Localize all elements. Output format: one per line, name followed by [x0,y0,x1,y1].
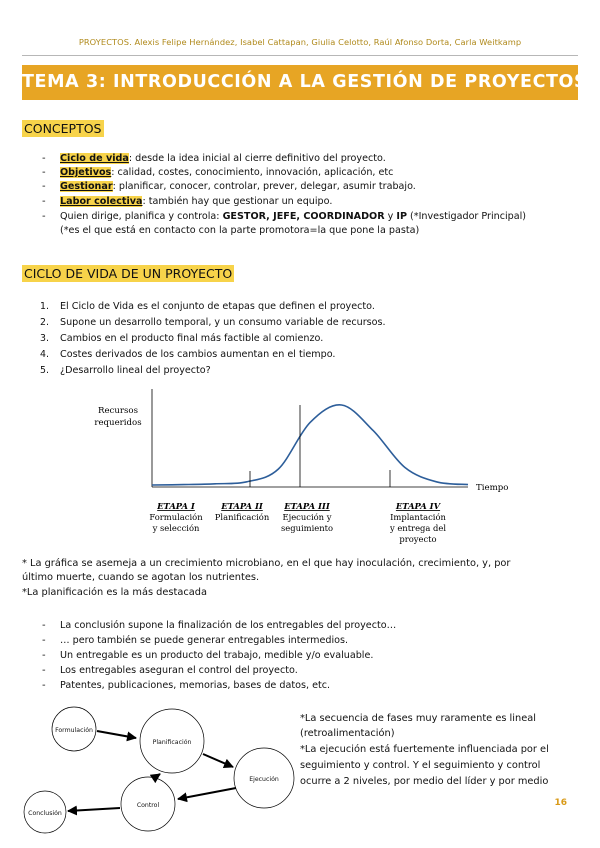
stage-desc: Implantación [390,512,446,522]
page-number: 16 [554,798,567,808]
item-text: ¿Desarrollo lineal del proyecto? [60,365,211,376]
term-gestionar: Gestionar [60,181,113,192]
side-note-line: *La secuencia de fases muy raramente es lineal [300,713,536,724]
node-label: Conclusión [28,810,62,817]
bullet-dash: - [42,167,46,178]
item-number: 4. [40,349,49,360]
life-cycle-chart [0,385,600,550]
item-text: Cambios en el producto final más factible al comienzo. [60,333,324,344]
bullet-dash: - [42,620,46,631]
edge-planificacion-ejecucion [203,754,233,767]
stage-desc: proyecto [399,534,437,544]
bullet-dash: - [42,665,46,676]
node-label: Ejecución [249,776,279,783]
stage-desc: Formulación [149,512,203,522]
definition-text: : planificar, conocer, controlar, prever, delegar, asumir trabajo. [112,181,416,192]
y-axis-label-line2: requeridos [94,418,142,428]
stage-desc: seguimiento [280,523,334,533]
header-divider [22,55,578,56]
section-conceptos [22,118,104,137]
side-note-line: (retroalimentación) [300,728,395,739]
edge-ejecucion-control [178,788,236,799]
phases-diagram [0,700,300,848]
x-axis-label: Tiempo [476,483,509,493]
bullet-dash: - [42,211,46,222]
page-header: PROYECTOS. Alexis Felipe Hernández, Isabel Cattapan, Giulia Celotto, Raúl Afonso Dorta, Carla Weitkamp [78,37,522,47]
section-ciclo [22,263,234,282]
note-1-line1: * La gráfica se asemeja a un crecimiento microbiano, en el que hay inoculación, crecimiento, y, por [22,558,511,569]
item-text: El Ciclo de Vida es el conjunto de etapas que definen el proyecto. [60,301,375,312]
stage-name: ETAPA II [221,501,263,511]
side-note-line: *La ejecución está fuertemente influenciada por el [300,744,549,755]
item-continuation: (*es el que está en contacto con la parte promotora=la que pone la pasta) [60,225,420,236]
section-heading-conceptos: CONCEPTOS [24,121,102,136]
bullet-dash: - [42,650,46,661]
bullet-dash: - [42,153,46,164]
term-labor-colectiva: Labor colectiva [60,196,143,207]
side-note-line: seguimiento y control. Y el seguimiento y control [300,760,541,771]
note-1-line2: último muerte, cuando se agotan los nutrientes. [22,572,260,583]
stage-name: ETAPA III [284,501,330,511]
edge-control-planificacion [154,774,160,778]
y-axis-label-line1: Recursos [97,406,139,416]
item-number: 2. [40,317,49,328]
item-text: Quien dirige, planifica y controla: [60,211,223,222]
bullet-dash: - [42,635,46,646]
bullet-dash: - [42,181,46,192]
term-ciclo-de-vida: Ciclo de vida [60,153,129,164]
stage-desc: Ejecución y [282,512,332,522]
roles-bold: GESTOR, JEFE, COORDINADOR [222,211,385,222]
bullet-dash: - [42,196,46,207]
item-text: Los entregables aseguran el control del proyecto. [60,665,298,676]
resource-curve [152,405,468,485]
item-text: Un entregable es un producto del trabajo, medible y/o evaluable. [60,650,374,661]
item-number: 5. [40,365,49,376]
stage-desc: y selección [152,523,200,533]
item-text: Costes derivados de los cambios aumentan en el tiempo. [60,349,336,360]
term-objetivos: Objetivos [60,167,112,178]
edge-control-conclusion [68,808,120,811]
note-2: *La planificación es la más destacada [22,587,207,598]
item-text: (*Investigador Principal) [407,211,527,222]
stage-desc: y entrega del [389,523,447,533]
item-number: 1. [40,301,49,312]
side-note-line: ocurre a 2 niveles, por medio del líder y por medio [300,776,549,787]
bullet-dash: - [42,680,46,691]
item-text: La conclusión supone la finalización de los entregables del proyecto… [60,620,397,631]
definition-text: : desde la idea inicial al cierre definitivo del proyecto. [128,153,386,164]
item-text: y [384,211,397,222]
edge-formulacion-planificacion [97,731,136,738]
chapter-title: TEMA 3: INTRODUCCIÓN A LA GESTIÓN DE PROYECTOS [22,65,578,100]
stage-name: ETAPA I [157,501,195,511]
node-label: Formulación [55,727,93,734]
definition-text: : calidad, costes, conocimiento, innovación, aplicación, etc [111,167,394,178]
item-text: … pero también se puede generar entregables intermedios. [60,635,349,646]
stage-desc: Planificación [214,512,270,522]
stage-name: ETAPA IV [395,501,441,511]
ip-bold: IP [396,211,407,222]
definition-text: : también hay que gestionar un equipo. [142,196,333,207]
node-label: Planificación [152,739,192,746]
item-number: 3. [40,333,49,344]
section-heading-ciclo: CICLO DE VIDA DE UN PROYECTO [24,266,233,281]
item-text: Patentes, publicaciones, memorias, bases de datos, etc. [60,680,331,691]
item-text: Supone un desarrollo temporal, y un consumo variable de recursos. [60,317,386,328]
node-label: Control [136,802,160,809]
